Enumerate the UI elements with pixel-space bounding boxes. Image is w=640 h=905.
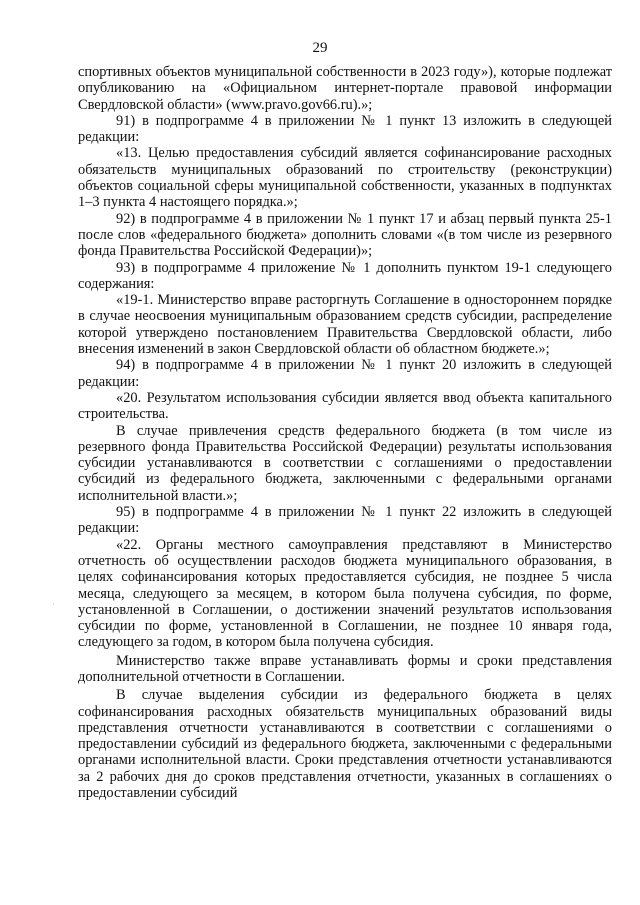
paragraph-quote-20: «20. Результатом использования субсидии является ввод объекта капитального строительства. <box>78 389 612 423</box>
paragraph-quote-22: «22. Органы местного самоуправления представляют в Министерство отчетность об осуществлении расходов бюджета муниципального образования, в целях софинансирования которых предоставляется субсидия, не позднее 5 числа месяца, следующего за месяцем, в котором была получена субсидия, по форме, установленной в Соглашении, о достижении значений результатов использования субсидии по форме, установленной в Соглашении, не позднее 10 января года, следующего за годом, в котором была получена субсидия. <box>78 536 612 651</box>
paragraph-federal-budget-results: В случае привлечения средств федерального бюджета (в том числе из резервного фонда Правительства Российской Федерации) результаты использования субсидии устанавливаются в соответствии с соглашениями о предоставлении субсидий из федерального бюджета, заключенными с федеральными органами исполнительной власти.»; <box>78 422 612 504</box>
paragraph-continuation: спортивных объектов муниципальной собственности в 2023 году»), которые подлежат опубликованию на «Официальном интернет-портале правовой информации Свердловской области» (www.pravo.gov66.ru).»; <box>78 64 612 113</box>
paragraph-quote-19-1: «19-1. Министерство вправе расторгнуть Соглашение в одностороннем порядке в случае неосвоения муниципальным образованием средств субсидии, распределение которой утверждено постановлением Правительства Свердловской области, либо внесения изменений в закон Свердловской области об областном бюджете.»; <box>78 292 612 358</box>
document-body <box>78 64 612 801</box>
paragraph-item-95: 95) в подпрограмме 4 в приложении № 1 пункт 22 изложить в следующей редакции: <box>78 504 612 537</box>
paragraph-ministry-reporting: Министерство также вправе устанавливать формы и сроки представления дополнительной отчетности в Соглашении. <box>78 652 612 685</box>
paragraph-federal-subsidy-reporting: В случае выделения субсидии из федерального бюджета в целях софинансирования расходных обязательств муниципальных образований виды представления отчетности устанавливаются в соответствии с соглашениями о предоставлении субсидий из федерального бюджета, заключенными с федеральными органами исполнительной власти. Сроки представления отчетности устанавливаются за 2 рабочих дня до сроков представления отчетности, указанных в соглашениях о предоставлении субсидий <box>78 687 612 802</box>
scan-speck: · <box>52 600 55 609</box>
paragraph-item-93: 93) в подпрограмме 4 приложение № 1 дополнить пунктом 19-1 следующего содержания: <box>78 259 612 292</box>
paragraph-item-91: 91) в подпрограмме 4 в приложении № 1 пункт 13 изложить в следующей редакции: <box>78 112 612 146</box>
paragraph-quote-13: «13. Целью предоставления субсидий является софинансирование расходных обязательств муниципальных образований по строительству (реконструкции) объектов социальной сферы муниципальной собственности, указанных в подпунктах 1–3 пункта 4 настоящего порядка.»; <box>78 145 612 211</box>
paragraph-item-92: 92) в подпрограмме 4 в приложении № 1 пункт 17 и абзац первый пункта 25-1 после слов «федерального бюджета» дополнить словами «(в том числе из резервного фонда Правительства Российской Федерации)»; <box>78 210 612 260</box>
page-number: 29 <box>312 40 328 56</box>
paragraph-item-94: 94) в подпрограмме 4 в приложении № 1 пункт 20 изложить в следующей редакции: <box>78 357 612 390</box>
